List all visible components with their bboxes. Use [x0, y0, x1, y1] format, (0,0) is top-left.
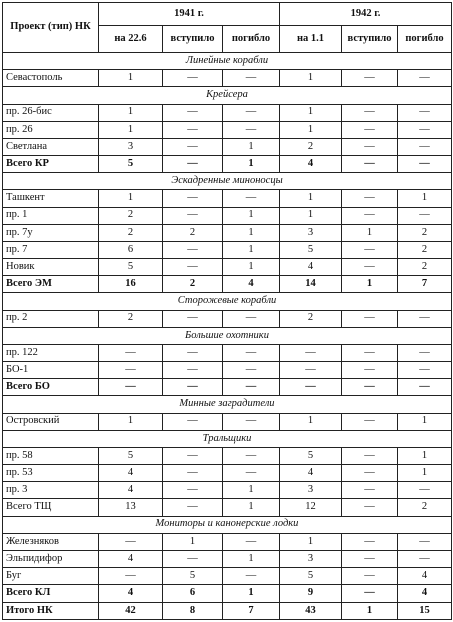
value-cell: 1	[163, 533, 223, 550]
row-name: Эльпидифор	[3, 550, 99, 567]
table-row	[3, 482, 452, 499]
value-cell: —	[223, 413, 280, 430]
value-cell: 2	[99, 207, 163, 224]
value-cell: 1	[223, 499, 280, 516]
value-cell: —	[223, 344, 280, 361]
value-cell: 2	[280, 138, 342, 155]
value-cell: 5	[99, 156, 163, 173]
value-cell: 4	[280, 156, 342, 173]
row-name: пр. 26-бис	[3, 104, 99, 121]
section-title: Сторожевые корабли	[3, 293, 452, 310]
table-row	[3, 104, 452, 121]
value-cell: 2	[99, 310, 163, 327]
value-cell: —	[163, 156, 223, 173]
table-row	[3, 533, 452, 550]
value-cell: —	[163, 550, 223, 567]
table-row	[3, 465, 452, 482]
value-cell: —	[163, 190, 223, 207]
value-cell: —	[163, 241, 223, 258]
value-cell: 1	[398, 465, 452, 482]
value-cell: 1	[99, 413, 163, 430]
table-row	[3, 70, 452, 87]
value-cell: —	[342, 550, 398, 567]
row-name: Островский	[3, 413, 99, 430]
table-row	[3, 585, 452, 602]
value-cell: 1	[223, 550, 280, 567]
section-header-row	[3, 173, 452, 190]
row-name: Всего БО	[3, 379, 99, 396]
value-cell: —	[342, 482, 398, 499]
section-header-row	[3, 87, 452, 104]
row-name: Всего КЛ	[3, 585, 99, 602]
value-cell: 2	[163, 224, 223, 241]
value-cell: 16	[99, 276, 163, 293]
value-cell: 1	[342, 224, 398, 241]
subhead-cell: на 1.1	[280, 26, 342, 53]
row-name: Новик	[3, 259, 99, 276]
subhead-cell: погибло	[398, 26, 452, 53]
row-name: пр. 7у	[3, 224, 99, 241]
section-title: Крейсера	[3, 87, 452, 104]
row-name: пр. 53	[3, 465, 99, 482]
value-cell: 1	[280, 190, 342, 207]
value-cell: 7	[398, 276, 452, 293]
table-row	[3, 499, 452, 516]
row-name: пр. 1	[3, 207, 99, 224]
value-cell: —	[280, 379, 342, 396]
value-cell: —	[398, 379, 452, 396]
value-cell: —	[342, 344, 398, 361]
value-cell: 13	[99, 499, 163, 516]
value-cell: —	[163, 482, 223, 499]
table-row	[3, 413, 452, 430]
value-cell: —	[163, 499, 223, 516]
row-name: Железняков	[3, 533, 99, 550]
value-cell: —	[99, 568, 163, 585]
value-cell: —	[342, 465, 398, 482]
value-cell: 4	[398, 568, 452, 585]
table-row	[3, 224, 452, 241]
row-name: пр. 58	[3, 447, 99, 464]
table-row	[3, 259, 452, 276]
value-cell: —	[99, 533, 163, 550]
value-cell: 5	[99, 447, 163, 464]
value-cell: 1	[223, 156, 280, 173]
subhead-cell: вступило	[342, 26, 398, 53]
table-row	[3, 379, 452, 396]
value-cell: —	[398, 362, 452, 379]
value-cell: 4	[223, 276, 280, 293]
row-name: пр. 122	[3, 344, 99, 361]
value-cell: —	[280, 362, 342, 379]
value-cell: —	[342, 310, 398, 327]
value-cell: 3	[280, 550, 342, 567]
value-cell: 2	[398, 499, 452, 516]
subhead-cell: вступило	[163, 26, 223, 53]
value-cell: —	[163, 259, 223, 276]
value-cell: —	[163, 413, 223, 430]
value-cell: 1	[99, 190, 163, 207]
total-value-cell: 1	[342, 602, 398, 620]
header-year-1941: 1941 г.	[99, 3, 280, 26]
total-name: Итого НК	[3, 602, 99, 620]
section-header-row	[3, 430, 452, 447]
row-name: Всего ТЩ	[3, 499, 99, 516]
value-cell: —	[398, 156, 452, 173]
value-cell: —	[342, 190, 398, 207]
total-value-cell: 8	[163, 602, 223, 620]
value-cell: 4	[99, 550, 163, 567]
value-cell: —	[398, 138, 452, 155]
value-cell: 1	[398, 447, 452, 464]
value-cell: 1	[280, 70, 342, 87]
table-row	[3, 568, 452, 585]
row-name: Всего ЭМ	[3, 276, 99, 293]
value-cell: 5	[280, 241, 342, 258]
value-cell: 1	[223, 585, 280, 602]
row-name: пр. 7	[3, 241, 99, 258]
value-cell: —	[223, 465, 280, 482]
row-name: Буг	[3, 568, 99, 585]
value-cell: —	[223, 104, 280, 121]
value-cell: —	[342, 241, 398, 258]
table-row	[3, 362, 452, 379]
table-row	[3, 190, 452, 207]
value-cell: —	[342, 447, 398, 464]
value-cell: 2	[398, 241, 452, 258]
value-cell: 1	[99, 104, 163, 121]
value-cell: 4	[280, 259, 342, 276]
value-cell: —	[342, 259, 398, 276]
value-cell: —	[342, 207, 398, 224]
row-name: пр. 26	[3, 121, 99, 138]
value-cell: 1	[280, 207, 342, 224]
value-cell: 3	[280, 482, 342, 499]
value-cell: 1	[99, 70, 163, 87]
value-cell: —	[342, 413, 398, 430]
value-cell: —	[342, 499, 398, 516]
row-name: пр. 3	[3, 482, 99, 499]
value-cell: —	[398, 533, 452, 550]
table-row	[3, 550, 452, 567]
subhead-cell: на 22.6	[99, 26, 163, 53]
row-name: БО-1	[3, 362, 99, 379]
value-cell: —	[342, 533, 398, 550]
section-header-row	[3, 327, 452, 344]
section-title: Линейные корабли	[3, 53, 452, 70]
header-project: Проект (тип) НК	[3, 3, 99, 53]
total-value-cell: 43	[280, 602, 342, 620]
value-cell: 12	[280, 499, 342, 516]
value-cell: 1	[280, 104, 342, 121]
section-header-row	[3, 516, 452, 533]
section-header-row	[3, 53, 452, 70]
value-cell: —	[223, 533, 280, 550]
value-cell: 1	[398, 190, 452, 207]
table-row	[3, 310, 452, 327]
value-cell: 3	[280, 224, 342, 241]
total-value-cell: 42	[99, 602, 163, 620]
value-cell: 2	[280, 310, 342, 327]
value-cell: —	[163, 207, 223, 224]
value-cell: 1	[280, 533, 342, 550]
value-cell: 4	[99, 465, 163, 482]
table-row	[3, 447, 452, 464]
value-cell: —	[163, 70, 223, 87]
section-header-row	[3, 396, 452, 413]
row-name: пр. 2	[3, 310, 99, 327]
value-cell: 2	[398, 259, 452, 276]
value-cell: —	[398, 104, 452, 121]
value-cell: —	[223, 447, 280, 464]
value-cell: —	[163, 379, 223, 396]
value-cell: —	[99, 379, 163, 396]
row-name: Всего КР	[3, 156, 99, 173]
value-cell: 6	[163, 585, 223, 602]
total-value-cell: 7	[223, 602, 280, 620]
value-cell: 1	[280, 413, 342, 430]
value-cell: 1	[99, 121, 163, 138]
value-cell: 1	[223, 224, 280, 241]
value-cell: 5	[163, 568, 223, 585]
value-cell: —	[342, 156, 398, 173]
value-cell: —	[223, 70, 280, 87]
value-cell: —	[163, 104, 223, 121]
value-cell: —	[398, 310, 452, 327]
value-cell: 2	[163, 276, 223, 293]
value-cell: —	[280, 344, 342, 361]
value-cell: 4	[280, 465, 342, 482]
value-cell: —	[163, 344, 223, 361]
value-cell: —	[163, 465, 223, 482]
value-cell: —	[223, 121, 280, 138]
value-cell: 4	[99, 585, 163, 602]
value-cell: —	[163, 138, 223, 155]
value-cell: 3	[99, 138, 163, 155]
value-cell: —	[342, 121, 398, 138]
value-cell: 1	[342, 276, 398, 293]
table-row	[3, 121, 452, 138]
value-cell: —	[163, 362, 223, 379]
value-cell: —	[342, 70, 398, 87]
section-header-row	[3, 293, 452, 310]
value-cell: 1	[223, 241, 280, 258]
value-cell: —	[398, 121, 452, 138]
section-title: Большие охотники	[3, 327, 452, 344]
value-cell: —	[163, 310, 223, 327]
value-cell: —	[99, 362, 163, 379]
value-cell: —	[223, 362, 280, 379]
value-cell: —	[99, 344, 163, 361]
value-cell: —	[398, 70, 452, 87]
subhead-cell: погибло	[223, 26, 280, 53]
value-cell: 1	[280, 121, 342, 138]
value-cell: —	[342, 138, 398, 155]
value-cell: —	[163, 121, 223, 138]
value-cell: —	[398, 482, 452, 499]
value-cell: —	[398, 207, 452, 224]
value-cell: 2	[398, 224, 452, 241]
value-cell: —	[223, 310, 280, 327]
value-cell: —	[342, 362, 398, 379]
section-title: Тральщики	[3, 430, 452, 447]
section-title: Мониторы и канонерские лодки	[3, 516, 452, 533]
header-year-1942: 1942 г.	[280, 3, 452, 26]
value-cell: 1	[398, 413, 452, 430]
total-row	[3, 602, 452, 620]
row-name: Севастополь	[3, 70, 99, 87]
value-cell: 1	[223, 259, 280, 276]
table-row	[3, 276, 452, 293]
value-cell: —	[163, 447, 223, 464]
value-cell: —	[398, 550, 452, 567]
total-value-cell: 15	[398, 602, 452, 620]
value-cell: —	[398, 344, 452, 361]
table-row	[3, 156, 452, 173]
section-title: Эскадренные миноносцы	[3, 173, 452, 190]
value-cell: 1	[223, 138, 280, 155]
value-cell: 6	[99, 241, 163, 258]
value-cell: 1	[223, 207, 280, 224]
section-title: Минные заградители	[3, 396, 452, 413]
value-cell: —	[342, 585, 398, 602]
value-cell: 5	[99, 259, 163, 276]
value-cell: —	[342, 568, 398, 585]
header-row-years	[3, 3, 452, 26]
value-cell: 2	[99, 224, 163, 241]
table-body	[3, 53, 452, 620]
value-cell: 14	[280, 276, 342, 293]
row-name: Светлана	[3, 138, 99, 155]
value-cell: —	[223, 190, 280, 207]
ship-table	[2, 2, 452, 620]
value-cell: 4	[398, 585, 452, 602]
table-row	[3, 344, 452, 361]
table-row	[3, 241, 452, 258]
value-cell: 1	[223, 482, 280, 499]
table-row	[3, 207, 452, 224]
value-cell: 9	[280, 585, 342, 602]
table-row	[3, 138, 452, 155]
value-cell: —	[342, 379, 398, 396]
value-cell: 5	[280, 447, 342, 464]
value-cell: 5	[280, 568, 342, 585]
value-cell: —	[223, 379, 280, 396]
value-cell: 4	[99, 482, 163, 499]
row-name: Ташкент	[3, 190, 99, 207]
value-cell: —	[342, 104, 398, 121]
value-cell: —	[223, 568, 280, 585]
